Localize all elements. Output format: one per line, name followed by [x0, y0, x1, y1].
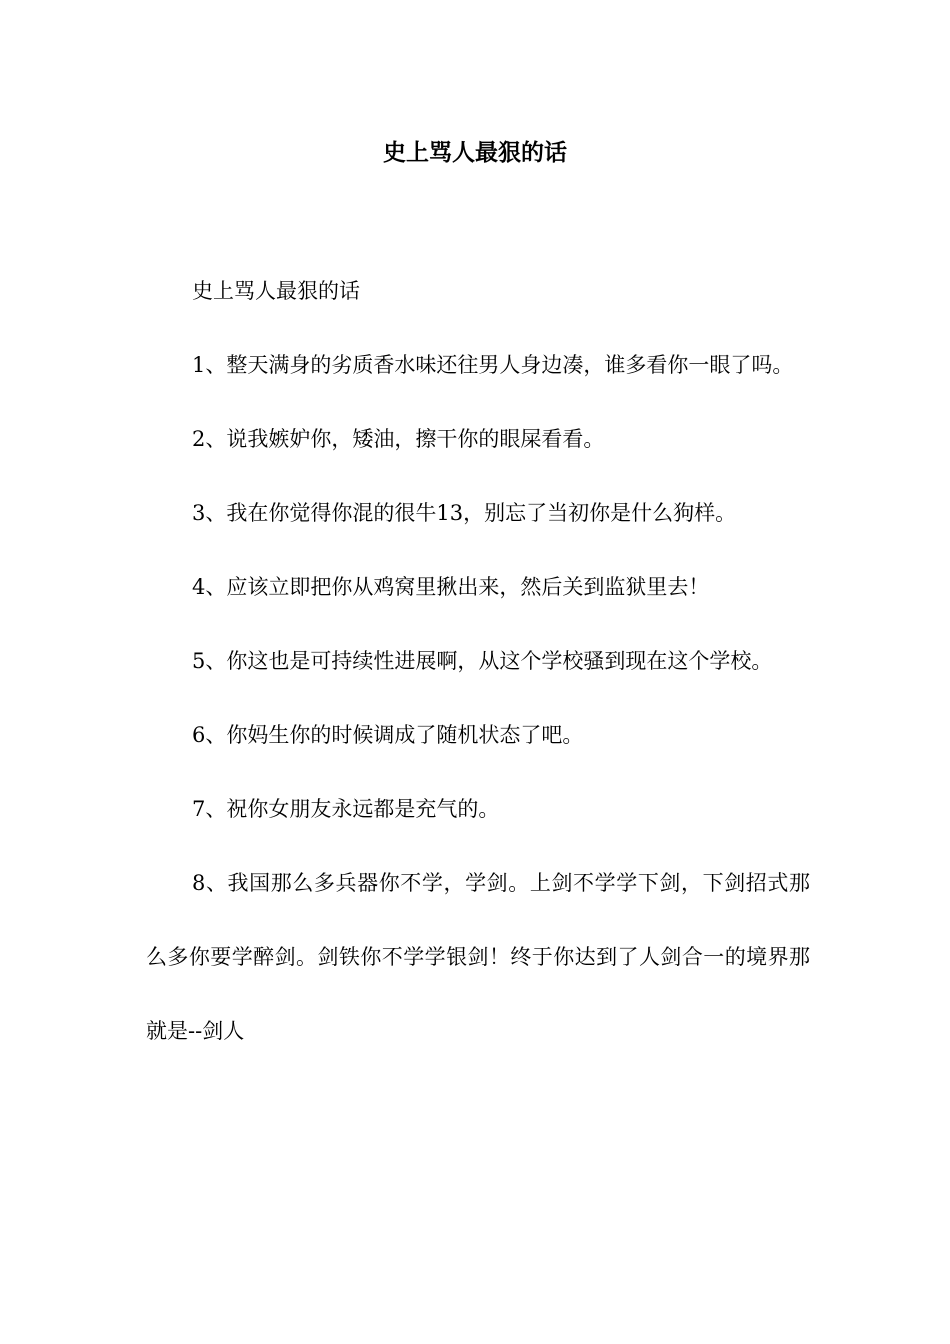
document-body: [146, 254, 810, 1068]
paragraph-item-2: 2、说我嫉妒你，矮油，擦干你的眼屎看看。: [192, 427, 605, 451]
paragraph-item-4: 4、应该立即把你从鸡窝里揪出来，然后关到监狱里去！: [192, 575, 710, 599]
document-title: 史上骂人最狠的话: [383, 139, 567, 166]
paragraph-item-5: 5、你这也是可持续性进展啊，从这个学校骚到现在这个学校。: [192, 649, 773, 673]
paragraph-item-6: 6、你妈生你的时候调成了随机状态了吧。: [192, 723, 584, 747]
paragraph-item-8: 8、我国那么多兵器你不学，学剑。上剑不学学下剑，下剑招式那么多你要学醉剑。剑铁你不学学银剑！终于你达到了人剑合一的境界那就是--剑人: [146, 871, 810, 1043]
paragraph-subtitle: 史上骂人最狠的话: [192, 279, 360, 303]
paragraph-item-1: 1、整天满身的劣质香水味还往男人身边凑，谁多看你一眼了吗。: [192, 353, 794, 377]
paragraph-item-7: 7、祝你女朋友永远都是充气的。: [192, 797, 500, 821]
paragraph-item-3: 3、我在你觉得你混的很牛13，别忘了当初你是什么狗样。: [192, 501, 737, 525]
